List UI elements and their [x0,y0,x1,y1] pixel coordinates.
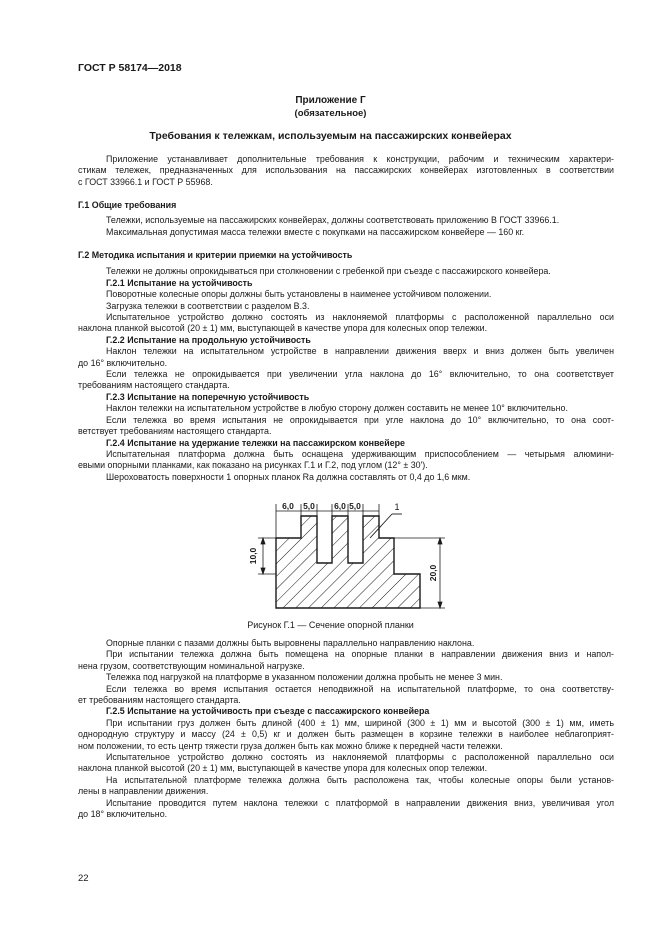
subsection-heading: Г.2.1 Испытание на устойчивость [106,277,253,288]
subsection-heading: Г.2.3 Испытание на поперечную устойчивость [106,391,310,402]
section-g1: Г.1 Общие требования Тележки, используемые на пассажирских конвейерах, должны соответствовать приложению В ГОСТ 33966.1. Максимальная допустимая масса тележки вместе с покупками на пассажирском конвейере — 160 кг. [78,200,614,238]
section-heading: Г.1 Общие требования [78,200,177,210]
intro-paragraph: Приложение устанавливает дополнительные требования к конструкции, рабочим и техническим характери- стикам тележек, предназначенных для использования на пассажирских конвейерах изготовленных в соответствии с ГОСТ 33966.1 и ГОСТ Р 55968. [78,154,614,187]
appendix-status: (обязательное) [294,108,367,119]
appendix-title: Приложение Г [295,95,366,106]
dim-label: 20,0 [428,564,438,582]
section-heading: Г.2 Методика испытания и критерии приемки на устойчивость [78,250,353,260]
dim-label: 10,0 [248,547,258,565]
callout-label: 1 [394,502,400,512]
appendix-heading: Требования к тележкам, используемым на пассажирских конвейерах [149,130,512,142]
dim-label: 6,0 [282,501,294,511]
subsection-heading: Г.2.5 Испытание на устойчивость при съезде с пассажирского конвейера [106,706,430,717]
figure-caption: Рисунок Г.1 — Сечение опорной планки [247,620,414,630]
dim-label: 5,0 [303,501,315,511]
dim-label: 5,0 [349,501,361,511]
subsection-heading: Г.2.2 Испытание на продольную устойчивость [106,334,311,345]
support-plank-profile [276,516,420,608]
page-number: 22 [78,873,89,884]
subsection-heading: Г.2.4 Испытание на удержание тележки на пассажирском конвейере [106,437,405,448]
section-g2: Г.2 Методика испытания и критерии приемки на устойчивость Тележки не должны опрокидываться при столкновении с гребенкой при съезде с пассажирского конвейера. Г.2.1 Испытание на устойчивость Поворотные колесные опоры должны быть установлены в наименее устойчивом положении. Загрузка тележки в соответствии с разделом В.3. Испытательное устройство должно состоять из наклоняемой платформы с расположенной параллельно оси наклона планкой высотой (20 ± 1) мм, выступающей в качестве упора для колесных опор тележки. Г.2.2 Испытание на продольную устойчивость Наклон тележки на испытательном устройстве в направлении движения вверх и вниз должен быть увеличен до 16° включительно. Если тележка не опрокидывается при увеличении угла наклона до 16° включительно, то она соответствует требованиям настоящего стандарта. Г.2.3 Испытание на поперечную устойчивость Наклон тележки на испытательном устройстве в любую сторону должен составить не менее 10° включительно. Если тележка во время испытания не опрокидывается при угле наклона до 10° включительно, то она соот- ветствует требованиям настоящего стандарта. Г.2.4 Испытание на удержание тележки на пассажирском конвейере Испытательная платформа должна быть оснащена удерживающим приспособлением — четырьмя алюмини- евыми опорными планками, как показано на рисунках Г.1 и Г.2, под углом (12° ± 30'). Шероховатость поверхности 1 опорных планок Ra должна составлять от 0,4 до 1,6 мкм. [78,250,614,482]
figure-g1-cross-section [0,496,661,636]
document-header: ГОСТ Р 58174—2018 [78,62,182,74]
section-g24-continued: Опорные планки с пазами должны быть выровнены параллельно направлению наклона. При испытании тележка должна быть помещена на опорные планки в направлении движения вниз и напол- нена грузом, соответствующим номинальной нагрузке. Тележка под нагрузкой на платформе в указанном положении должна пробыть не менее 3 мин. Если тележка во время испытания остается неподвижной на испытательной платформе, то она соответству- ет требованиям настоящего стандарта. Г.2.5 Испытание на устойчивость при съезде с пассажирского конвейера При испытании груз должен быть длиной (400 ± 1) мм, шириной (300 ± 1) мм и высотой (300 ± 1) мм, иметь однородную структуру и массу (24 ± 0,5) кг и должен быть размещен в корзине тележки в наиболее неблагоприят- ном положении, то есть центр тяжести груза должен быть как можно ближе к передней части тележки. Испытательное устройство должно состоять из наклоняемой платформы с расположенной параллельно оси наклона планкой высотой (20 ± 1) мм, выступающей в качестве упора для колесных опор тележки. На испытательной платформе тележка должна быть расположена так, чтобы колесные опоры были установ- лены в направлении движения. Испытание проводится путем наклона тележки с платформой в направлении движения вниз, увеличивая угол до 18° включительно. [78,638,614,820]
dim-label: 6,0 [334,501,346,511]
